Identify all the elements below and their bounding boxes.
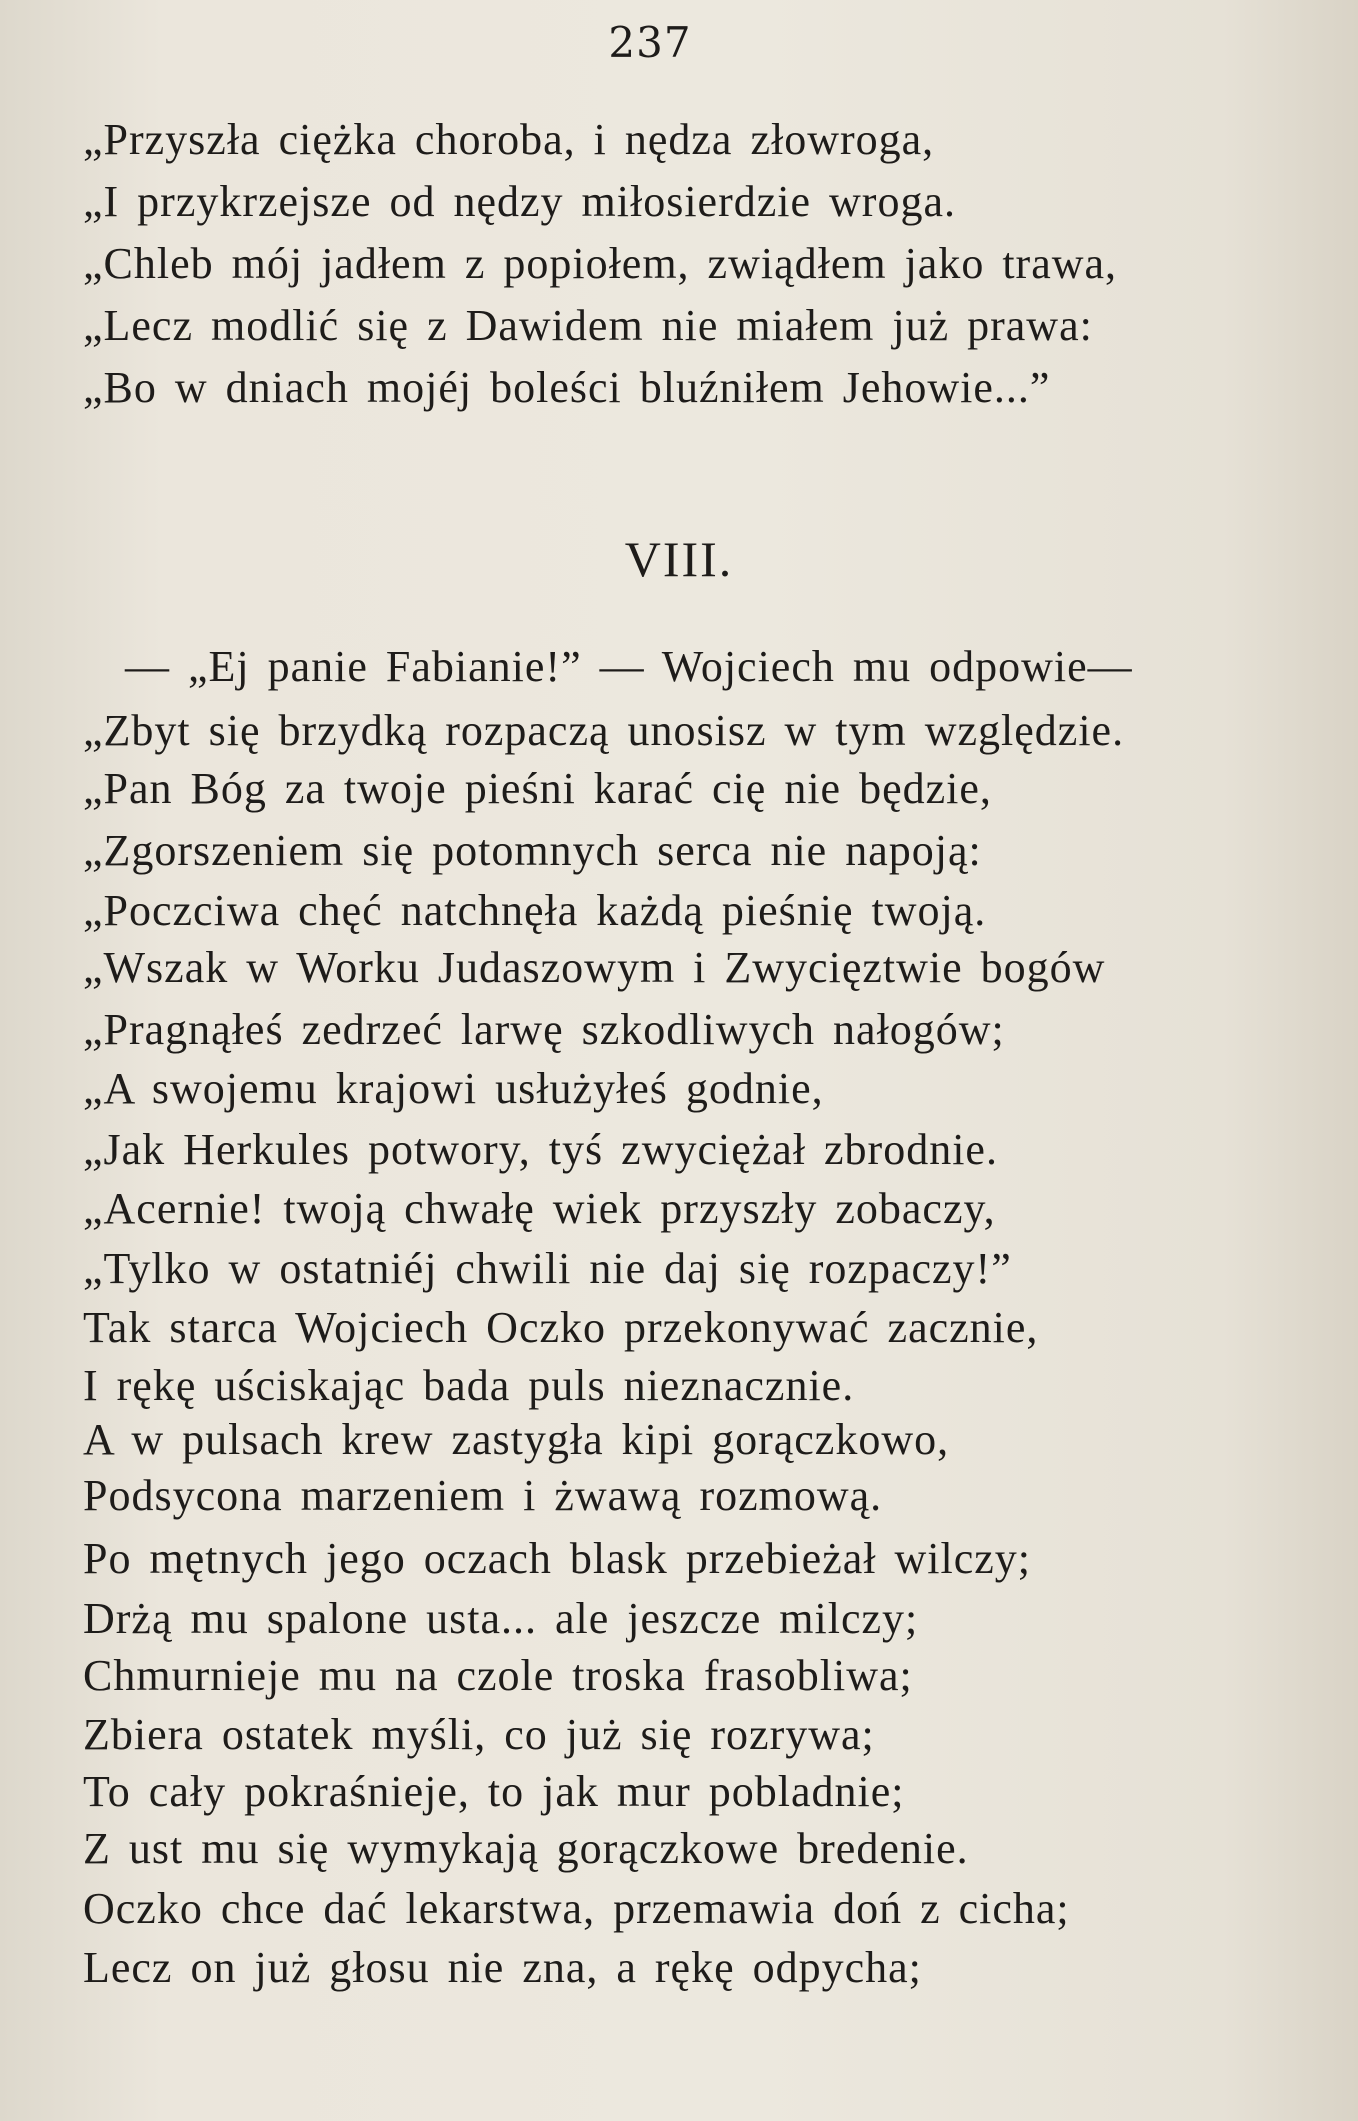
verse-line: „I przykrzejsze od nędzy miłosierdzie wroga.: [83, 177, 956, 226]
verse-line: I rękę uściskając bada puls nieznacznie.: [83, 1361, 855, 1410]
verse-line: Podsycona marzeniem i żwawą rozmową.: [83, 1471, 883, 1520]
verse-line: Z ust mu się wymykają gorączkowe bredenie.: [83, 1824, 969, 1873]
verse-line: Drżą mu spalone usta... ale jeszcze milczy;: [83, 1594, 919, 1643]
verse-line: „Zgorszeniem się potomnych serca nie napoją:: [83, 826, 982, 875]
verse-line: — „Ej panie Fabianie!” — Wojciech mu odpowie—: [125, 642, 1133, 691]
verse-line: „Lecz modlić się z Dawidem nie miałem już prawa:: [83, 301, 1093, 350]
page-number: 237: [608, 18, 692, 67]
verse-line: Tak starca Wojciech Oczko przekonywać zacznie,: [83, 1303, 1039, 1352]
verse-line: „Tylko w ostatniéj chwili nie daj się rozpaczy!”: [83, 1244, 1012, 1293]
verse-line: To cały pokraśnieje, to jak mur pobladnie;: [83, 1767, 905, 1816]
verse-line: Oczko chce dać lekarstwa, przemawia doń z cicha;: [83, 1884, 1070, 1933]
verse-line: Lecz on już głosu nie zna, a rękę odpycha;: [83, 1943, 922, 1992]
verse-line: „Pan Bóg za twoje pieśni karać cię nie będzie,: [83, 764, 992, 813]
verse-line: „Bo w dniach mojéj boleści bluźniłem Jehowie...”: [83, 363, 1051, 412]
verse-line: Zbiera ostatek myśli, co już się rozrywa;: [83, 1710, 875, 1759]
verse-line: „Zbyt się brzydką rozpaczą unosisz w tym względzie.: [83, 706, 1125, 755]
verse-line: Chmurnieje mu na czole troska frasobliwa;: [83, 1651, 913, 1700]
verse-line: „Wszak w Worku Judaszowym i Zwycięztwie bogów: [83, 943, 1106, 992]
verse-line: A w pulsach krew zastygła kipi gorączkowo,: [83, 1415, 950, 1464]
verse-line: „Pragnąłeś zedrzeć larwę szkodliwych nałogów;: [83, 1005, 1005, 1054]
verse-line: „Acernie! twoją chwałę wiek przyszły zobaczy,: [83, 1184, 996, 1233]
verse-line: „Przyszła ciężka choroba, i nędza złowroga,: [83, 115, 935, 164]
section-heading: VIII.: [624, 531, 734, 587]
verse-line: „A swojemu krajowi usłużyłeś godnie,: [83, 1064, 824, 1113]
verse-line: „Poczciwa chęć natchnęła każdą pieśnię twoją.: [83, 886, 987, 935]
verse-line: „Chleb mój jadłem z popiołem, zwiądłem jako trawa,: [83, 239, 1118, 288]
verse-line: Po mętnych jego oczach blask przebieżał wilczy;: [83, 1534, 1031, 1583]
verse-line: „Jak Herkules potwory, tyś zwyciężał zbrodnie.: [83, 1125, 998, 1174]
